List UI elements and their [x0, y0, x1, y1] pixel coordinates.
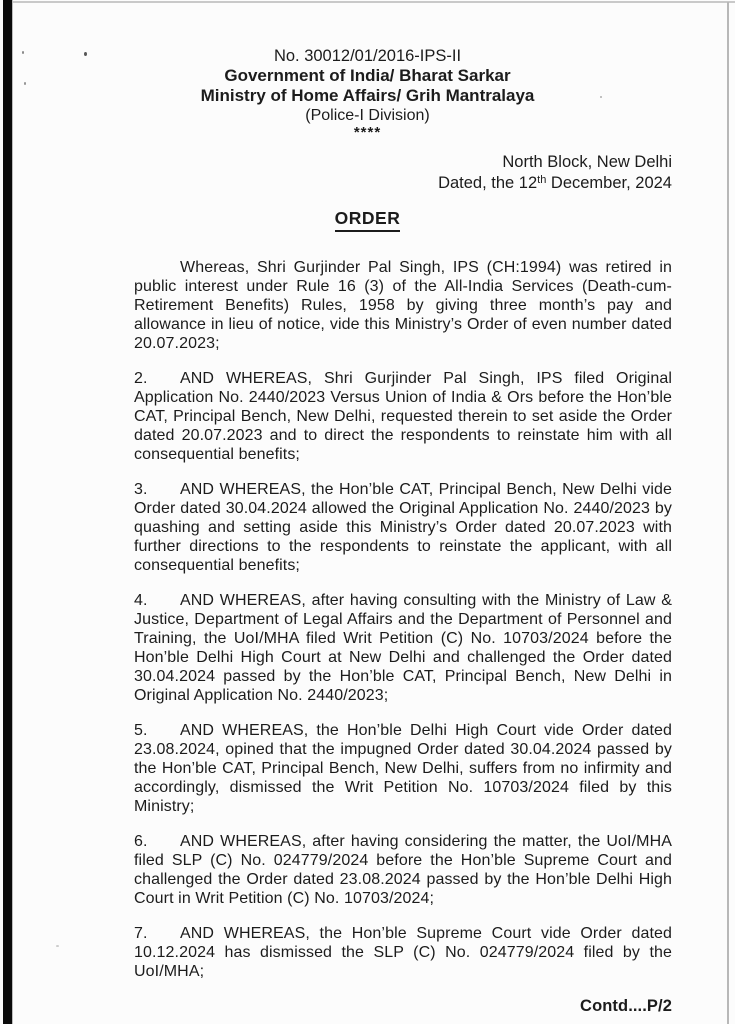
date-suffix: December, 2024 [546, 174, 672, 192]
order-heading-row [0, 208, 735, 232]
separator-stars: **** [353, 124, 382, 141]
paragraph-text: Whereas, Shri Gurjinder Pal Singh, IPS (CH:1994) was retired in public interest under Rule 16 (3) of the All-India Services (Death-cum-Retirement Benefits) Rules, 1958 by giving three month’s pay and allowance in lieu of notice, vide this Ministry’s Order of even number dated 20.07.2023; [134, 259, 672, 352]
scan-edge-bar [3, 0, 13, 1024]
page-right-edge-line [727, 2, 729, 1024]
paragraph-text: AND WHEREAS, the Hon’ble Delhi High Court vide Order dated 23.08.2024, opined that the impugned Order dated 30.04.2024 passed by the Hon’ble CAT, Principal Bench, New Delhi, suffers from no infirmity and accordingly, dismissed the Writ Petition No. 10703/2024 filed by this Ministry; [134, 722, 672, 815]
place-date-block [0, 152, 735, 194]
order-paragraph-6 [134, 832, 672, 908]
order-paragraph-1 [134, 258, 672, 353]
paragraph-number: 6. [134, 833, 148, 850]
scan-speck [600, 96, 602, 98]
ministry-name: Ministry of Home Affairs/ Grih Mantralaya [200, 86, 535, 105]
scan-speck [22, 51, 24, 54]
order-paragraph-5 [134, 721, 672, 816]
scan-speck [84, 52, 87, 56]
order-paragraph-4 [134, 591, 672, 705]
order-paragraph-3 [134, 480, 672, 575]
page-top-edge-line [13, 1, 735, 3]
date-line [0, 173, 672, 194]
continuation-note: Contd....P/2 [580, 997, 672, 1015]
scan-speck [24, 82, 26, 85]
division-name: (Police-I Division) [305, 107, 430, 124]
letterhead [0, 0, 735, 140]
paragraph-text: AND WHEREAS, Shri Gurjinder Pal Singh, IPS filed Original Application No. 2440/2023 Versus Union of India & Ors before the Hon’ble CAT, Principal Bench, New Delhi, requested therein to set aside the Order dated 20.07.2023 and to direct the respondents to reinstate him with all consequential benefits; [134, 370, 672, 463]
scan-speck [56, 945, 59, 947]
order-heading: ORDER [335, 208, 401, 232]
paragraph-number: 3. [134, 481, 148, 498]
place-line: North Block, New Delhi [502, 153, 672, 171]
date-prefix: Dated, the 12 [438, 174, 538, 192]
paragraph-number: 2. [134, 370, 148, 387]
paragraph-text: AND WHEREAS, the Hon’ble CAT, Principal Bench, New Delhi vide Order dated 30.04.2024 allowed the Original Application No. 2440/2023 by quashing and setting aside this Ministry’s Order dated 20.07.2023 with further directions to the respondents to reinstate the applicant, with all consequential benefits; [134, 481, 672, 574]
paragraph-text: AND WHEREAS, the Hon’ble Supreme Court vide Order dated 10.12.2024 has dismissed the SLP (C) No. 024779/2024 filed by the UoI/MHA; [134, 925, 672, 980]
paragraph-number: 7. [134, 925, 148, 942]
order-paragraph-2 [134, 369, 672, 464]
paragraph-text: AND WHEREAS, after having considering the matter, the UoI/MHA filed SLP (C) No. 024779/2024 before the Hon’ble Supreme Court and challenged the Order dated 23.08.2024 passed by the Hon’ble Delhi High Court in Writ Petition (C) No. 10703/2024; [134, 833, 672, 907]
paragraph-number: 4. [134, 592, 148, 609]
order-paragraph-7 [134, 924, 672, 981]
paragraph-number: 5. [134, 722, 148, 739]
reference-number: No. 30012/01/2016-IPS-II [273, 47, 462, 65]
date-ordinal-superscript: th [537, 174, 547, 186]
paragraph-text: AND WHEREAS, after having consulting with the Ministry of Law & Justice, Department of Legal Affairs and the Department of Personnel and Training, the UoI/MHA filed Writ Petition (C) No. 10703/2024 before the Hon’ble Delhi High Court at New Delhi and challenged the Order dated 30.04.2024 passed by the Hon’ble CAT, Principal Bench, New Delhi in Original Application No. 2440/2023; [134, 592, 672, 704]
order-body [0, 258, 735, 1016]
government-name: Government of India/ Bharat Sarkar [224, 66, 511, 85]
